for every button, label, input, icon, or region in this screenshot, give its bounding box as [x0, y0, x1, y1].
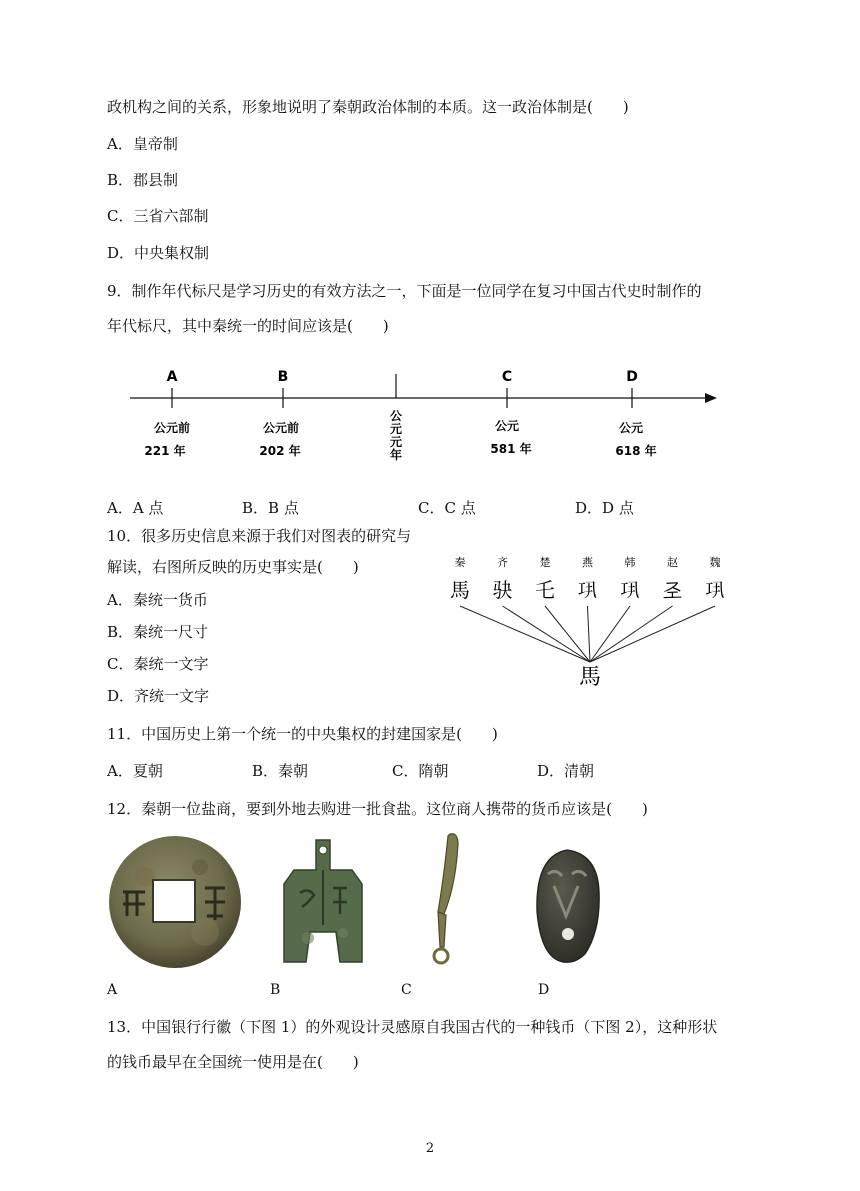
page-number: 2	[425, 1141, 435, 1156]
q9-option-a: A．A 点	[107, 499, 164, 517]
state-labels	[455, 555, 721, 569]
q9-stem-line2: 年代标尺，其中秦统一的时间应该是( )	[107, 317, 389, 335]
svg-text:公元: 公元	[618, 421, 644, 435]
connector-line	[545, 606, 590, 662]
q10-option-c: C．秦统一文字	[107, 655, 209, 673]
state-label: 燕	[582, 556, 593, 569]
q9-option-c: C．C 点	[418, 499, 476, 517]
q10-option-a: A．秦统一货币	[107, 591, 208, 609]
unified-glyph: 馬	[578, 665, 602, 690]
state-label: 韩	[624, 556, 636, 569]
q11-option-c: C．隋朝	[392, 762, 449, 780]
state-label: 魏	[709, 556, 721, 569]
svg-text:公元: 公元	[494, 419, 520, 433]
q10-stem-line2: 解读，右图所反映的历史事实是( )	[107, 558, 359, 576]
connector-lines	[460, 606, 715, 662]
coin-label-b: B	[270, 982, 281, 998]
q8-option-b: B．郡县制	[107, 171, 179, 189]
svg-text:202 年: 202 年	[259, 444, 301, 458]
svg-text:公元前: 公元前	[262, 421, 300, 435]
timeline-ad1-label: 公元元年	[389, 409, 403, 462]
q9-timeline	[120, 360, 730, 475]
q10-option-d: D．齐统一文字	[107, 687, 210, 705]
timeline-marker-a	[144, 369, 190, 458]
q9-options	[107, 498, 727, 518]
state-glyphs	[450, 578, 725, 602]
state-label: 楚	[539, 556, 551, 569]
q11-option-b: B．秦朝	[252, 762, 309, 780]
state-glyph: 𫘝	[492, 578, 513, 602]
ant-nose-coin-image	[532, 846, 602, 966]
spade-coin-image	[278, 838, 368, 963]
q10-option-b: B．秦统一尺寸	[107, 623, 209, 641]
state-glyph: 𢀖	[662, 578, 683, 602]
connector-line	[590, 606, 673, 662]
svg-text:581 年: 581 年	[490, 442, 532, 456]
q13-stem-line1: 13．中国银行行徽（下图 1）的外观设计灵感原自我国古代的一种钱币（下图 2），这种形状	[107, 1018, 718, 1036]
state-label: 齐	[497, 556, 508, 569]
timeline-marker-d	[615, 369, 656, 458]
svg-text:D: D	[626, 369, 638, 385]
state-glyph: 𢀜	[705, 578, 725, 602]
timeline-arrow	[705, 393, 717, 403]
q8-stem-tail: 政机构之间的关系，形象地说明了秦朝政治体制的本质。这一政治体制是( )	[107, 98, 629, 116]
state-glyph: 𢀜	[577, 578, 598, 602]
connector-line	[503, 606, 591, 662]
timeline-marker-ad1	[390, 374, 402, 462]
q10-stem-line1: 10．很多历史信息来源于我们对图表的研究与	[107, 527, 412, 545]
connector-line	[460, 606, 590, 662]
q8-option-d: D．中央集权制	[107, 244, 210, 262]
timeline-marker-b	[259, 369, 300, 458]
q9-option-d: D．D 点	[575, 499, 634, 517]
coin-ban-liang-image	[105, 832, 245, 972]
state-glyph: 𢀜	[620, 578, 640, 602]
q9-option-b: B．B 点	[242, 499, 299, 517]
connector-line	[590, 606, 630, 662]
q10-script-figure	[440, 550, 740, 700]
timeline-marker-c	[490, 369, 531, 456]
svg-text:公元前: 公元前	[153, 421, 191, 435]
q9-stem-line1: 9．制作年代标尺是学习历史的有效方法之一，下面是一位同学在复习中国古代史时制作的	[107, 282, 702, 300]
connector-line	[590, 606, 715, 662]
coin-label-c: C	[401, 982, 412, 998]
svg-text:221 年: 221 年	[144, 444, 186, 458]
knife-coin-image	[418, 832, 468, 967]
svg-text:C: C	[501, 369, 513, 385]
svg-text:618 年: 618 年	[615, 444, 657, 458]
coin-label-d: D	[538, 982, 550, 998]
q11-options	[107, 761, 727, 781]
q13-stem-line2: 的钱币最早在全国统一使用是在( )	[107, 1053, 359, 1071]
coin-label-a: A	[107, 982, 118, 998]
svg-text:B: B	[277, 369, 289, 385]
q8-option-a: A．皇帝制	[107, 135, 178, 153]
state-label: 秦	[454, 556, 466, 569]
q12-stem: 12．秦朝一位盐商，要到外地去购进一批食盐。这位商人携带的货币应该是( )	[107, 800, 648, 818]
q8-option-c: C．三省六部制	[107, 207, 209, 225]
state-glyph: 乇	[535, 578, 555, 602]
connector-line	[588, 606, 591, 662]
state-label: 赵	[667, 556, 678, 569]
q11-option-d: D．清朝	[537, 762, 595, 780]
state-glyph: 馬	[450, 578, 470, 602]
q11-stem: 11．中国历史上第一个统一的中央集权的封建国家是( )	[107, 725, 498, 743]
q11-option-a: A．夏朝	[107, 762, 163, 780]
svg-text:A: A	[166, 369, 178, 385]
